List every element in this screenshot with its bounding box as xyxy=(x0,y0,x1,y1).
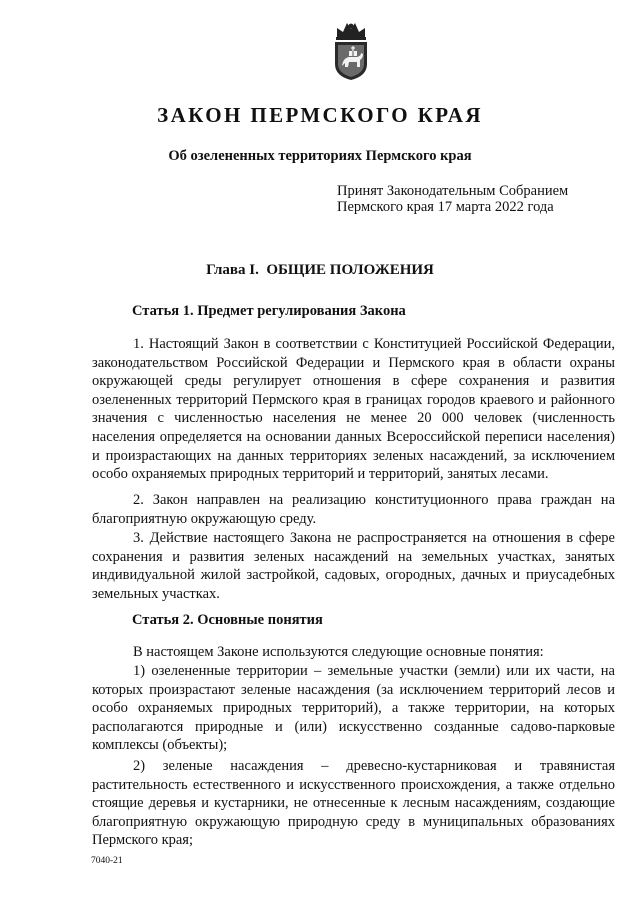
adoption-info xyxy=(337,183,568,215)
article-2-paragraph-3: 2) зеленые насаждения – древесно-кустарниковая и травянистая растительность естественного и искусственного происхождения, а также отдельно стоящие деревья и кустарники, не отнесенные к лесным насаждениям, создающие благоприятную окружающую природную среду в муниципальных образованиях Пермского края; xyxy=(92,758,615,849)
adoption-line-1: Принят Законодательным Собранием xyxy=(337,183,569,199)
article-1-paragraph-2: 2. Закон направлен на реализацию конституционного права граждан на благоприятную окружающую среду. xyxy=(92,492,615,527)
article-2-title: Статья 2. Основные понятия xyxy=(132,612,323,628)
perm-krai-coat-of-arms-icon xyxy=(327,20,375,82)
adoption-line-2: Пермского края 17 марта 2022 года xyxy=(337,199,554,215)
article-2-paragraph-2: 1) озелененные территории – земельные участки (земли) или их части, на которых произрастают зеленые насаждения (за исключением территорий лесов и особо охраняемых природных территорий), а также территории, на которых располагаются природные и (или) искусственно созданные садово-парковые комплексы (объекты); xyxy=(92,663,615,754)
article-1-title: Статья 1. Предмет регулирования Закона xyxy=(132,303,406,319)
law-title: ЗАКОН ПЕРМСКОГО КРАЯ xyxy=(157,103,483,127)
law-subtitle: Об озелененных территориях Пермского края xyxy=(168,148,472,164)
article-1-paragraph-3: 3. Действие настоящего Закона не распространяется на отношения в сфере сохранения и развития зеленых насаждений на земельных участках, занятых индивидуальной жилой застройкой, садовых, огородных, дачных и приусадебных земельных участках. xyxy=(92,530,615,602)
chapter-title: Глава I. ОБЩИЕ ПОЛОЖЕНИЯ xyxy=(206,262,434,278)
article-1-paragraph-1: 1. Настоящий Закон в соответствии с Конституцией Российской Федерации, законодательством Российской Федерации и Пермского края в области охраны окружающей среды регулирует отношения в сфере сохранения и развития озелененных территорий Пермского края в границах городов краевого и районного значения с численностью населения не менее 20 000 человек (численность населения определяется на основании данных Всероссийской переписи населения) и произрастающих на данных территориях зеленых насаждений, за исключением особо охраняемых природных территорий и территорий, занятых лесами. xyxy=(92,336,615,483)
article-2-paragraph-1: В настоящем Законе используются следующие основные понятия: xyxy=(133,644,544,660)
document-number: 7040-21 xyxy=(91,856,123,866)
